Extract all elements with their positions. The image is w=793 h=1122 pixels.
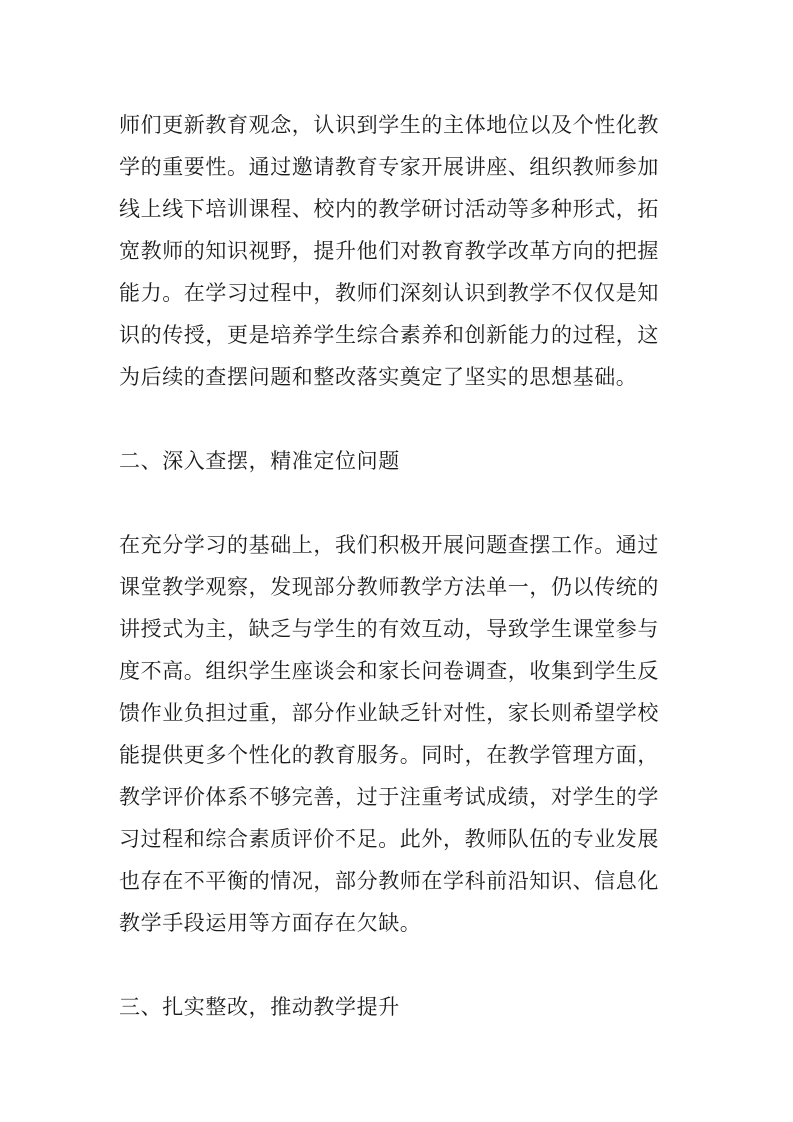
paragraph-spacer (119, 482, 679, 524)
document-body (119, 104, 679, 1028)
section-heading-3: 三、扎实整改，推动教学提升 (119, 995, 400, 1019)
paragraph-spacer (119, 944, 679, 986)
paragraph-1 (119, 104, 679, 398)
text-line: 习过程和综合素质评价不足。此外，教师队伍的专业发展 (119, 827, 659, 851)
text-line: 为后续的查摆问题和整改落实奠定了坚实的思想基础。 (119, 365, 638, 389)
text-line: 能提供更多个性化的教育服务。同时，在教学管理方面， (119, 743, 659, 767)
text-line: 能力。在学习过程中，教师们深刻认识到教学不仅仅是知 (119, 281, 659, 305)
paragraph-spacer (119, 398, 679, 440)
text-line: 也存在不平衡的情况，部分教师在学科前沿知识、信息化 (119, 869, 659, 893)
text-line: 宽教师的知识视野，提升他们对教育教学改革方向的把握 (119, 239, 659, 263)
text-line: 度不高。组织学生座谈会和家长问卷调查，收集到学生反 (119, 659, 659, 683)
paragraph-2 (119, 524, 679, 944)
text-line: 课堂教学观察，发现部分教师教学方法单一，仍以传统的 (119, 575, 659, 599)
text-line: 学的重要性。通过邀请教育专家开展讲座、组织教师参加 (119, 155, 659, 179)
text-line: 线上线下培训课程、校内的教学研讨活动等多种形式，拓 (119, 197, 659, 221)
text-line: 馈作业负担过重，部分作业缺乏针对性，家长则希望学校 (119, 701, 659, 725)
text-line: 师们更新教育观念，认识到学生的主体地位以及个性化教 (119, 113, 659, 137)
section-heading-2: 二、深入查摆，精准定位问题 (119, 449, 400, 473)
text-line: 在充分学习的基础上，我们积极开展问题查摆工作。通过 (119, 533, 659, 557)
text-line: 教学手段运用等方面存在欠缺。 (119, 911, 422, 935)
text-line: 识的传授，更是培养学生综合素养和创新能力的过程，这 (119, 323, 659, 347)
text-line: 讲授式为主，缺乏与学生的有效互动，导致学生课堂参与 (119, 617, 659, 641)
text-line: 教学评价体系不够完善，过于注重考试成绩，对学生的学 (119, 785, 659, 809)
